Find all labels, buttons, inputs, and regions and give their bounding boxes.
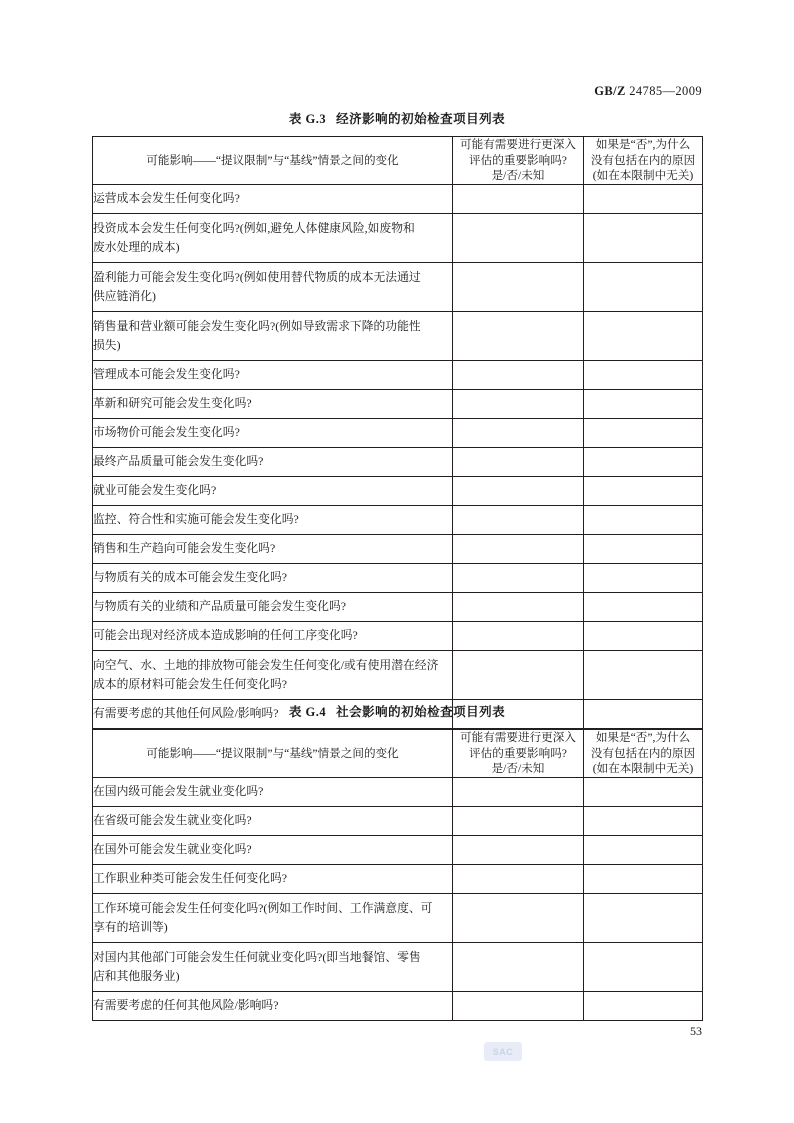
reason-answer-cell[interactable] — [584, 184, 703, 213]
watermark-logo: SAC — [484, 1042, 522, 1061]
question-line: 店和其他服务业) — [93, 968, 180, 983]
table-row — [93, 213, 703, 262]
question-line: 与物质有关的成本可能会发生变化吗? — [93, 570, 287, 584]
reason-answer-cell[interactable] — [584, 534, 703, 563]
column-header-question-line1: 可能影响——“提议限制”与“基线”情景之间的变化 — [146, 746, 399, 760]
column-header-significant — [453, 137, 584, 185]
checklist-table-g3 — [92, 136, 703, 729]
reason-answer-cell[interactable] — [584, 864, 703, 893]
column-header-reason-line3: (如在本限制中无关) — [592, 762, 694, 775]
question-line: 成本的原材料可能会发生任何变化吗? — [93, 676, 287, 691]
significant-answer-cell[interactable] — [453, 505, 584, 534]
question-line: 市场物价可能会发生变化吗? — [93, 425, 240, 439]
significant-answer-cell[interactable] — [453, 777, 584, 806]
column-header-reason — [584, 730, 703, 778]
question-cell — [93, 621, 453, 650]
table-row — [93, 864, 703, 893]
reason-answer-cell[interactable] — [584, 942, 703, 991]
significant-answer-cell[interactable] — [453, 942, 584, 991]
table-caption-number: 表 G.4 — [288, 705, 327, 719]
question-line: 投资成本会发生任何变化吗?(例如,避免人体健康风险,如废物和 — [93, 220, 415, 235]
significant-answer-cell[interactable] — [453, 418, 584, 447]
question-line: 在国内级可能会发生就业变化吗? — [93, 784, 264, 798]
column-header-reason — [584, 137, 703, 185]
question-line: 供应链消化) — [93, 288, 156, 303]
question-line: 监控、符合性和实施可能会发生变化吗? — [93, 512, 299, 526]
table-row — [93, 447, 703, 476]
significant-answer-cell[interactable] — [453, 563, 584, 592]
table-row — [93, 262, 703, 311]
question-line: 销售和生产趋向可能会发生变化吗? — [93, 541, 276, 555]
table-row — [93, 360, 703, 389]
table-body-g4 — [93, 777, 703, 1020]
question-line: 革新和研究可能会发生变化吗? — [93, 396, 252, 410]
reason-answer-cell[interactable] — [584, 262, 703, 311]
reason-answer-cell[interactable] — [584, 835, 703, 864]
reason-answer-cell[interactable] — [584, 621, 703, 650]
question-line: 在国外可能会发生就业变化吗? — [93, 842, 252, 856]
column-header-reason-line2: 没有包括在内的原因 — [590, 153, 696, 167]
table-row — [93, 835, 703, 864]
table-row — [93, 592, 703, 621]
significant-answer-cell[interactable] — [453, 534, 584, 563]
significant-answer-cell[interactable] — [453, 476, 584, 505]
question-cell — [93, 650, 453, 699]
significant-answer-cell[interactable] — [453, 389, 584, 418]
column-header-significant-line2: 评估的重要影响吗? — [469, 153, 567, 167]
question-line: 销售量和营业额可能会发生变化吗?(例如导致需求下降的功能性 — [93, 318, 421, 333]
standard-prefix: GB/Z — [594, 84, 626, 98]
column-header-significant-line1: 可能有需要进行更深入 — [460, 138, 576, 151]
table-row — [93, 563, 703, 592]
table-row — [93, 650, 703, 699]
column-header-significant-line3: 是/否/未知 — [491, 169, 545, 182]
question-cell — [93, 389, 453, 418]
question-cell — [93, 262, 453, 311]
page-number: 53 — [690, 1024, 702, 1038]
column-header-reason-line1: 如果是“否”,为什么 — [595, 138, 691, 151]
significant-answer-cell[interactable] — [453, 592, 584, 621]
table-caption-title: 社会影响的初始检查项目列表 — [336, 705, 506, 719]
question-cell — [93, 563, 453, 592]
checklist-table-g4 — [92, 729, 703, 1021]
significant-answer-cell[interactable] — [453, 621, 584, 650]
question-cell — [93, 184, 453, 213]
table-caption-number: 表 G.3 — [288, 112, 327, 126]
reason-answer-cell[interactable] — [584, 213, 703, 262]
question-cell — [93, 418, 453, 447]
significant-answer-cell[interactable] — [453, 360, 584, 389]
table-row — [93, 505, 703, 534]
question-line: 与物质有关的业绩和产品质量可能会发生变化吗? — [93, 599, 346, 613]
significant-answer-cell[interactable] — [453, 650, 584, 699]
standard-number: 24785—2009 — [629, 84, 702, 98]
table-row — [93, 476, 703, 505]
reason-answer-cell[interactable] — [584, 563, 703, 592]
reason-answer-cell[interactable] — [584, 311, 703, 360]
question-cell — [93, 311, 453, 360]
question-cell — [93, 505, 453, 534]
question-line: 废水处理的成本) — [93, 239, 180, 254]
significant-answer-cell[interactable] — [453, 991, 584, 1020]
question-cell — [93, 534, 453, 563]
question-line: 就业可能会发生变化吗? — [93, 483, 217, 497]
question-line: 管理成本可能会发生变化吗? — [93, 367, 240, 381]
table-row — [93, 991, 703, 1020]
table-row — [93, 184, 703, 213]
column-header-reason-line2: 没有包括在内的原因 — [590, 746, 696, 760]
reason-answer-cell[interactable] — [584, 806, 703, 835]
question-cell — [93, 806, 453, 835]
column-header-question — [93, 730, 453, 778]
reason-answer-cell[interactable] — [584, 991, 703, 1020]
question-line: 工作职业种类可能会发生任何变化吗? — [93, 871, 287, 885]
question-line: 有需要考虑的其他任何风险/影响吗? — [93, 706, 279, 720]
table-block-g4 — [92, 705, 702, 1021]
column-header-significant-line3: 是/否/未知 — [491, 762, 545, 775]
table-row — [93, 389, 703, 418]
reason-answer-cell[interactable] — [584, 447, 703, 476]
reason-answer-cell[interactable] — [584, 592, 703, 621]
question-line: 损失) — [93, 337, 121, 352]
question-line: 有需要考虑的任何其他风险/影响吗? — [93, 998, 279, 1012]
question-line: 在省级可能会发生就业变化吗? — [93, 813, 252, 827]
question-line: 对国内其他部门可能会发生任何就业变化吗?(即当地餐馆、零售 — [93, 949, 421, 964]
question-cell — [93, 213, 453, 262]
question-cell — [93, 777, 453, 806]
table-header-row — [93, 730, 703, 778]
table-row — [93, 621, 703, 650]
question-cell — [93, 592, 453, 621]
significant-answer-cell[interactable] — [453, 213, 584, 262]
column-header-question — [93, 137, 453, 185]
question-line: 最终产品质量可能会发生变化吗? — [93, 454, 264, 468]
table-row — [93, 534, 703, 563]
table-row — [93, 777, 703, 806]
question-line: 向空气、水、土地的排放物可能会发生任何变化/或有使用潜在经济 — [93, 657, 439, 672]
column-header-significant — [453, 730, 584, 778]
reason-answer-cell[interactable] — [584, 650, 703, 699]
column-header-question-line1: 可能影响——“提议限制”与“基线”情景之间的变化 — [146, 153, 399, 167]
running-header — [594, 84, 702, 99]
question-cell — [93, 360, 453, 389]
question-cell — [93, 991, 453, 1020]
reason-answer-cell[interactable] — [584, 360, 703, 389]
column-header-reason-line3: (如在本限制中无关) — [592, 169, 694, 182]
table-row — [93, 311, 703, 360]
reason-answer-cell[interactable] — [584, 505, 703, 534]
table-row — [93, 418, 703, 447]
table-row — [93, 942, 703, 991]
table-caption-title: 经济影响的初始检查项目列表 — [336, 112, 506, 126]
question-cell — [93, 864, 453, 893]
question-line: 可能会出现对经济成本造成影响的任何工序变化吗? — [93, 628, 358, 642]
reason-answer-cell[interactable] — [584, 476, 703, 505]
reason-answer-cell[interactable] — [584, 893, 703, 942]
table-row — [93, 893, 703, 942]
significant-answer-cell[interactable] — [453, 447, 584, 476]
reason-answer-cell[interactable] — [584, 389, 703, 418]
significant-answer-cell[interactable] — [453, 893, 584, 942]
reason-answer-cell[interactable] — [584, 418, 703, 447]
table-body-g3 — [93, 184, 703, 728]
question-line: 盈利能力可能会发生变化吗?(例如使用替代物质的成本无法通过 — [93, 269, 421, 284]
column-header-significant-line2: 评估的重要影响吗? — [469, 746, 567, 760]
significant-answer-cell[interactable] — [453, 806, 584, 835]
column-header-reason-line1: 如果是“否”,为什么 — [595, 731, 691, 744]
significant-answer-cell[interactable] — [453, 835, 584, 864]
question-cell — [93, 893, 453, 942]
question-cell — [93, 447, 453, 476]
table-caption-g4 — [92, 705, 702, 720]
question-cell — [93, 835, 453, 864]
reason-answer-cell[interactable] — [584, 777, 703, 806]
significant-answer-cell[interactable] — [453, 262, 584, 311]
question-line: 享有的培训等) — [93, 919, 168, 934]
column-header-significant-line1: 可能有需要进行更深入 — [460, 731, 576, 744]
question-line: 运营成本会发生任何变化吗? — [93, 191, 240, 205]
question-cell — [93, 476, 453, 505]
significant-answer-cell[interactable] — [453, 184, 584, 213]
table-header-row — [93, 137, 703, 185]
question-cell — [93, 942, 453, 991]
significant-answer-cell[interactable] — [453, 864, 584, 893]
significant-answer-cell[interactable] — [453, 311, 584, 360]
table-caption-g3 — [92, 112, 702, 127]
question-line: 工作环境可能会发生任何变化吗?(例如工作时间、工作满意度、可 — [93, 900, 433, 915]
table-block-g3 — [92, 112, 702, 729]
table-row — [93, 806, 703, 835]
